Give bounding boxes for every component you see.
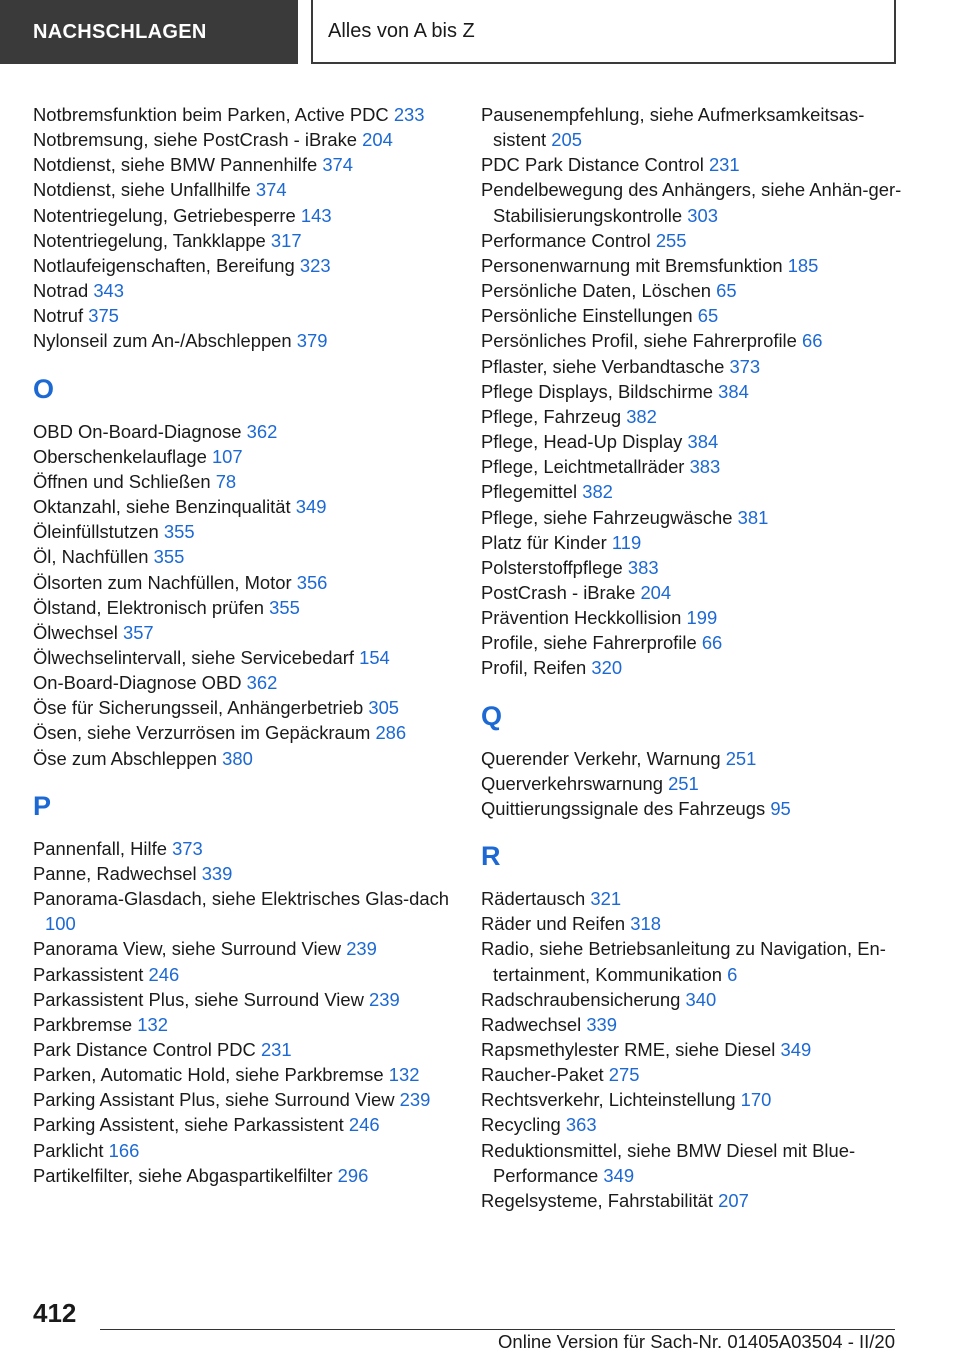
index-entry-text: Regelsysteme, Fahrstabilität xyxy=(481,1189,714,1211)
page-reference-link[interactable]: 305 xyxy=(368,697,400,719)
index-entry-text: Persönliche Einstellungen xyxy=(481,305,693,327)
page-reference-link[interactable]: 199 xyxy=(686,607,718,629)
index-entry xyxy=(481,328,911,353)
page-reference-link[interactable]: 65 xyxy=(697,305,719,327)
index-entry xyxy=(33,670,473,695)
index-entry-text: Notruf xyxy=(33,305,84,327)
index-entry xyxy=(481,911,911,936)
page-reference-link[interactable]: 207 xyxy=(718,1189,749,1211)
index-entry-text: On-Board-Diagnose OBD xyxy=(33,672,242,694)
index-entry-text: Öleinfüllstutzen xyxy=(33,521,159,543)
index-entry-text: Platz für Kinder xyxy=(481,531,607,553)
page-reference-link[interactable]: 383 xyxy=(627,556,659,578)
index-entry-text: Pendelbewegung des Anhängers, siehe Anhän-ger-Stabilisierungskontrolle xyxy=(481,179,902,226)
index-entry-text: Panne, Radwechsel xyxy=(33,862,197,884)
index-entry-text: Radschraubensicherung xyxy=(481,988,681,1010)
index-entry xyxy=(33,595,473,620)
page-reference-link[interactable]: 320 xyxy=(591,657,623,679)
index-entry xyxy=(481,886,911,911)
page-reference-link[interactable]: 357 xyxy=(122,621,154,643)
index-entry-text: Parking Assistant Plus, siehe Surround View xyxy=(33,1089,395,1111)
index-entry xyxy=(33,886,473,936)
index-entry xyxy=(481,1062,911,1087)
index-entry-text: Pflege, Fahrzeug xyxy=(481,405,622,427)
page-number: 412 xyxy=(33,1298,77,1328)
page-reference-link[interactable]: 296 xyxy=(337,1164,369,1186)
index-entry-text: Notentriegelung, Getriebesperre xyxy=(33,204,296,226)
page-reference-link[interactable]: 78 xyxy=(215,470,237,492)
index-entry-text: Profil, Reifen xyxy=(481,657,587,679)
index-entry xyxy=(33,177,473,202)
page-reference-link[interactable]: 95 xyxy=(770,797,791,819)
index-entry xyxy=(481,278,911,303)
index-entry xyxy=(33,544,473,569)
index-entry xyxy=(33,127,473,152)
index-entry-text: Pflege, Leichtmetallräder xyxy=(481,456,685,478)
page-reference-link[interactable]: 362 xyxy=(246,672,278,694)
index-entry xyxy=(33,1138,473,1163)
index-entry xyxy=(481,177,911,227)
index-entry xyxy=(481,580,911,605)
index-entry xyxy=(33,278,473,303)
index-entry xyxy=(481,228,911,253)
page-reference-link[interactable]: 339 xyxy=(586,1013,617,1035)
page-reference-link[interactable]: 321 xyxy=(590,888,622,910)
index-entry-text: Notbremsung, siehe PostCrash - iBrake xyxy=(33,129,358,151)
index-entry-text: Performance Control xyxy=(481,229,651,251)
section-title: NACHSCHLAGEN xyxy=(0,0,298,64)
page-reference-link[interactable]: 100 xyxy=(45,913,76,935)
index-entry-text: Parkbremse xyxy=(33,1013,133,1035)
page-reference-link[interactable]: 317 xyxy=(270,229,302,251)
index-entry-text: Raucher-Paket xyxy=(481,1064,604,1086)
page-reference-link[interactable]: 382 xyxy=(582,481,613,503)
index-entry-text: Nylonseil zum An-/Abschleppen xyxy=(33,330,292,352)
page-reference-link[interactable]: 65 xyxy=(716,280,737,302)
page-reference-link[interactable]: 362 xyxy=(246,420,278,442)
index-entry-text: Polsterstoffpflege xyxy=(481,556,623,578)
index-entry xyxy=(33,720,473,745)
index-entry-text: Räder und Reifen xyxy=(481,913,626,935)
index-entry-text: Quittierungssignale des Fahrzeugs xyxy=(481,797,766,819)
index-entry xyxy=(33,861,473,886)
index-entry-text: Recycling xyxy=(481,1114,561,1136)
index-entry-text: Notrad xyxy=(33,280,89,302)
index-entry xyxy=(481,555,911,580)
index-entry xyxy=(33,419,473,444)
index-entry-text: Pflege, siehe Fahrzeugwäsche xyxy=(481,506,733,528)
page-reference-link[interactable]: 373 xyxy=(172,837,203,859)
page-reference-link[interactable]: 231 xyxy=(260,1039,292,1060)
index-entry xyxy=(481,253,911,278)
page-reference-link[interactable]: 204 xyxy=(640,581,672,603)
page-reference-link[interactable]: 255 xyxy=(655,229,687,251)
page-reference-link[interactable]: 339 xyxy=(201,862,233,884)
index-entry-text: PostCrash - iBrake xyxy=(481,581,636,603)
page-reference-link[interactable]: 166 xyxy=(108,1139,140,1161)
index-entry xyxy=(481,152,911,177)
index-entry xyxy=(33,962,473,987)
page-header xyxy=(0,0,960,66)
index-entry-text: Pflege, Head-Up Display xyxy=(481,431,683,453)
index-entry-text: Notdienst, siehe Unfallhilfe xyxy=(33,179,251,201)
page-reference-link[interactable]: 355 xyxy=(269,596,300,618)
index-entry xyxy=(481,454,911,479)
index-entry-text: Notlaufeigenschaften, Bereifung xyxy=(33,254,295,276)
index-entry xyxy=(33,695,473,720)
page-reference-link[interactable]: 239 xyxy=(369,988,400,1010)
page-reference-link[interactable]: 239 xyxy=(346,938,377,960)
page-reference-link[interactable]: 375 xyxy=(88,305,119,327)
index-entry xyxy=(481,1012,911,1037)
index-entry xyxy=(481,1037,911,1062)
index-entry-text: Querverkehrswarnung xyxy=(481,772,663,794)
index-entry xyxy=(481,404,911,429)
index-entry xyxy=(481,530,911,555)
index-entry-text: Öl, Nachfüllen xyxy=(33,546,149,568)
index-entry-text: Pausenempfehlung, siehe Aufmerksamkeitsas-sistent xyxy=(481,104,865,151)
page-reference-link[interactable]: 374 xyxy=(322,154,353,176)
index-entry-text: Personenwarnung mit Bremsfunktion xyxy=(481,254,783,276)
index-entry xyxy=(33,1012,473,1037)
index-entry-text: Notbremsfunktion beim Parken, Active PDC xyxy=(33,104,389,125)
index-entry-text: Öffnen und Schließen xyxy=(33,470,211,492)
page-reference-link[interactable]: 349 xyxy=(295,496,327,518)
index-entry xyxy=(33,1087,473,1112)
index-entry xyxy=(481,379,911,404)
index-entry xyxy=(33,1037,473,1062)
index-entry-text: Parklicht xyxy=(33,1139,104,1161)
index-entry-text: Parken, Automatic Hold, siehe Parkbremse xyxy=(33,1064,384,1086)
index-entry-text: Profile, siehe Fahrerprofile xyxy=(481,632,697,654)
page-reference-link[interactable]: 383 xyxy=(689,456,721,478)
index-entry xyxy=(481,479,911,504)
index-entry xyxy=(33,519,473,544)
index-entry xyxy=(33,746,473,771)
index-entry xyxy=(481,605,911,630)
page-reference-link[interactable]: 154 xyxy=(359,646,390,668)
index-entry-text: Pflegemittel xyxy=(481,481,578,503)
index-entry xyxy=(481,429,911,454)
index-entry-text: Notdienst, siehe BMW Pannenhilfe xyxy=(33,154,318,176)
index-entry-text: Parkassistent Plus, siehe Surround View xyxy=(33,988,364,1010)
page-reference-link[interactable]: 355 xyxy=(153,546,185,568)
index-entry xyxy=(33,836,473,861)
index-entry xyxy=(481,1112,911,1137)
index-entry-text: Reduktionsmittel, siehe BMW Diesel mit Blue-Performance xyxy=(481,1139,856,1186)
page-reference-link[interactable]: 170 xyxy=(740,1089,772,1111)
index-entry xyxy=(481,746,911,771)
index-entry xyxy=(481,1188,911,1213)
index-entry-text: Ölwechselintervall, siehe Servicebedarf xyxy=(33,646,354,668)
page-reference-link[interactable]: 246 xyxy=(148,963,180,985)
page-reference-link[interactable]: 275 xyxy=(608,1064,640,1086)
page-reference-link[interactable]: 382 xyxy=(626,405,657,427)
page-reference-link[interactable]: 340 xyxy=(685,988,717,1010)
index-entry xyxy=(481,505,911,530)
page-reference-link[interactable]: 251 xyxy=(668,772,699,794)
page-reference-link[interactable]: 355 xyxy=(163,521,195,543)
index-entry-text: Panorama-Glasdach, siehe Elektrisches Glas-dach xyxy=(33,888,450,910)
index-entry xyxy=(33,494,473,519)
page-reference-link[interactable]: 323 xyxy=(299,254,331,276)
index-entry xyxy=(33,1163,473,1188)
index-entry xyxy=(33,570,473,595)
index-entry-text: Panorama View, siehe Surround View xyxy=(33,938,342,960)
index-entry xyxy=(481,354,911,379)
page-reference-link[interactable]: 363 xyxy=(565,1114,597,1136)
index-entry-text: Parking Assistent, siehe Parkassistent xyxy=(33,1114,344,1136)
index-entry xyxy=(33,102,473,127)
index-entry-text: Persönliches Profil, siehe Fahrerprofile xyxy=(481,330,797,352)
index-entry xyxy=(481,936,911,986)
page-reference-link[interactable]: 239 xyxy=(399,1089,431,1111)
index-entry-text: Querender Verkehr, Warnung xyxy=(481,747,721,769)
index-letter-heading: O xyxy=(33,373,55,404)
index-entry xyxy=(481,655,911,680)
page-reference-link[interactable]: 343 xyxy=(93,280,125,302)
page-reference-link[interactable]: 185 xyxy=(787,254,819,276)
index-entry xyxy=(481,1138,911,1188)
page-reference-link[interactable]: 384 xyxy=(718,380,749,402)
index-entry-text: Ölsorten zum Nachfüllen, Motor xyxy=(33,571,292,593)
page-reference-link[interactable]: 132 xyxy=(137,1013,168,1035)
page-reference-link[interactable]: 119 xyxy=(611,531,642,553)
index-entry-text: Persönliche Daten, Löschen xyxy=(481,280,712,302)
page-reference-link[interactable]: 318 xyxy=(630,913,661,935)
index-entry xyxy=(33,328,473,353)
index-entry-text: OBD On-Board-Diagnose xyxy=(33,420,242,442)
page-reference-link[interactable]: 205 xyxy=(551,129,582,151)
page-reference-link[interactable]: 384 xyxy=(687,431,719,453)
index-entry xyxy=(33,936,473,961)
page-reference-link[interactable]: 381 xyxy=(737,506,769,528)
index-entry-text: Rechtsverkehr, Lichteinstellung xyxy=(481,1089,736,1111)
page-reference-link[interactable]: 231 xyxy=(708,154,740,176)
page-reference-link[interactable]: 373 xyxy=(729,355,761,377)
page-reference-link[interactable]: 143 xyxy=(300,204,332,226)
page-reference-link[interactable]: 251 xyxy=(725,747,757,769)
chapter-title: Alles von A bis Z xyxy=(311,0,896,64)
index-entry-text: Partikelfilter, siehe Abgaspartikelfilter xyxy=(33,1164,333,1186)
index-entry xyxy=(33,1062,473,1087)
index-column-left xyxy=(33,102,473,1188)
index-entry-text: Radwechsel xyxy=(481,1013,582,1035)
index-entry-text: Öse zum Abschleppen xyxy=(33,747,218,769)
index-entry-text: Oberschenkelauflage xyxy=(33,445,207,467)
page-reference-link[interactable]: 356 xyxy=(296,571,328,593)
index-entry-text: Öse für Sicherungsseil, Anhängerbetrieb xyxy=(33,697,364,719)
index-letter-heading: P xyxy=(33,790,52,821)
index-entry-text: Radio, siehe Betriebsanleitung zu Navigation, En-tertainment, Kommunikation xyxy=(481,938,886,985)
index-letter-heading: Q xyxy=(481,700,503,731)
index-entry xyxy=(481,987,911,1012)
index-entry xyxy=(33,987,473,1012)
index-entry xyxy=(33,303,473,328)
index-entry-text: Park Distance Control PDC xyxy=(33,1039,256,1060)
index-entry xyxy=(33,228,473,253)
index-entry xyxy=(33,253,473,278)
index-entry xyxy=(481,630,911,655)
index-entry-text: Pannenfall, Hilfe xyxy=(33,837,167,859)
index-entry xyxy=(33,645,473,670)
page-reference-link[interactable]: 66 xyxy=(801,330,823,352)
index-entry xyxy=(481,771,911,796)
index-entry-text: Pflege Displays, Bildschirme xyxy=(481,380,714,402)
index-entry xyxy=(481,303,911,328)
index-entry-text: Ösen, siehe Verzurrösen im Gepäckraum xyxy=(33,722,371,744)
index-entry-text: Rapsmethylester RME, siehe Diesel xyxy=(481,1039,776,1060)
index-entry xyxy=(481,102,911,152)
index-entry xyxy=(33,1112,473,1137)
page-reference-link[interactable]: 66 xyxy=(701,632,723,654)
index-entry-text: Ölwechsel xyxy=(33,621,118,643)
index-entry xyxy=(33,469,473,494)
page-reference-link[interactable]: 233 xyxy=(393,104,425,125)
page-reference-link[interactable]: 204 xyxy=(362,129,393,151)
index-entry-text: PDC Park Distance Control xyxy=(481,154,704,176)
index-entry xyxy=(33,620,473,645)
page-reference-link[interactable]: 349 xyxy=(603,1164,635,1186)
index-entry xyxy=(33,152,473,177)
page-reference-link[interactable]: 107 xyxy=(211,445,243,467)
page-reference-link[interactable]: 349 xyxy=(780,1039,812,1060)
index-entry xyxy=(33,444,473,469)
index-entry-text: Parkassistent xyxy=(33,963,144,985)
index-entry-text: Rädertausch xyxy=(481,888,586,910)
page-reference-link[interactable]: 303 xyxy=(687,204,718,226)
page-reference-link[interactable]: 374 xyxy=(255,179,287,201)
footer-version: Online Version für Sach-Nr. 01405A03504 - II/20 xyxy=(498,1331,895,1352)
page-reference-link[interactable]: 132 xyxy=(388,1064,420,1086)
index-entry xyxy=(481,796,911,821)
index-letter-heading: R xyxy=(481,841,501,872)
footer-divider xyxy=(100,1329,895,1330)
page-reference-link[interactable]: 246 xyxy=(348,1114,380,1136)
index-entry-text: Oktanzahl, siehe Benzinqualität xyxy=(33,496,291,518)
page-reference-link[interactable]: 6 xyxy=(727,963,738,985)
index-entry xyxy=(481,1087,911,1112)
index-entry-text: Prävention Heckkollision xyxy=(481,607,682,629)
index-entry-text: Notentriegelung, Tankklappe xyxy=(33,229,266,251)
index-entry xyxy=(33,203,473,228)
index-entry-text: Ölstand, Elektronisch prüfen xyxy=(33,596,265,618)
page-reference-link[interactable]: 379 xyxy=(296,330,328,352)
index-entry-text: Pflaster, siehe Verbandtasche xyxy=(481,355,725,377)
page-reference-link[interactable]: 286 xyxy=(375,722,407,744)
page-reference-link[interactable]: 380 xyxy=(222,747,253,769)
index-column-right xyxy=(481,102,911,1213)
